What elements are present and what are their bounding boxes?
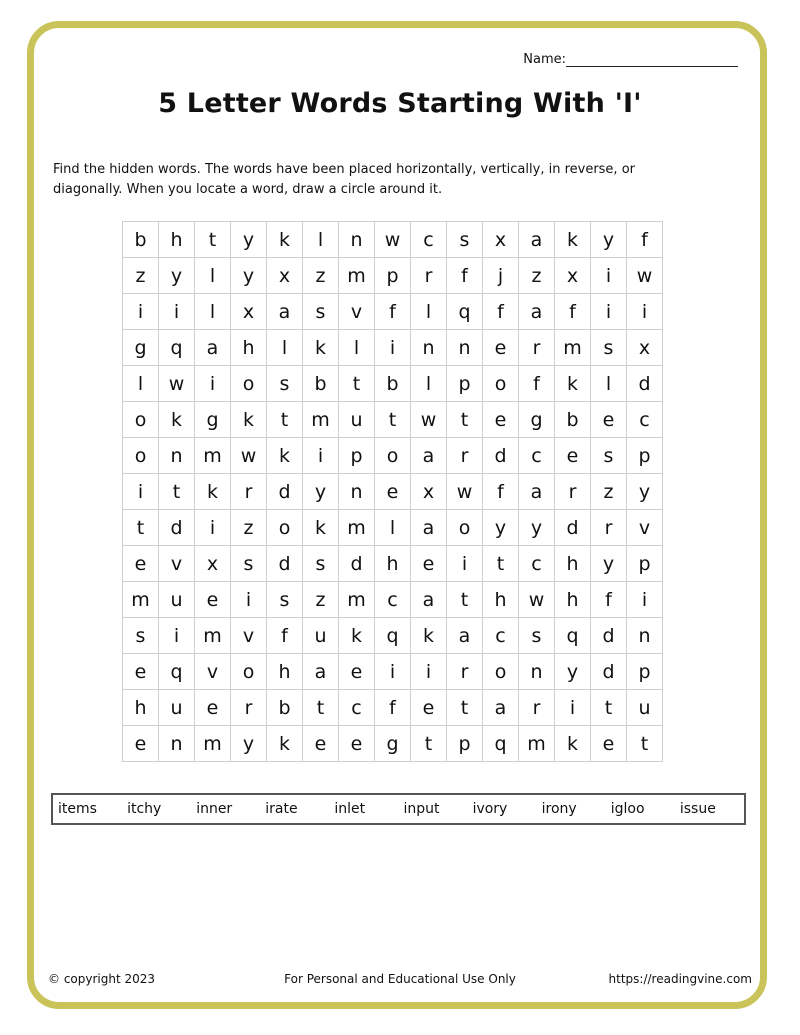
grid-row [123,618,663,654]
grid-cell[interactable]: b [375,366,411,402]
grid-cell[interactable]: a [483,690,519,726]
grid-cell[interactable]: c [339,690,375,726]
grid-cell[interactable]: f [519,366,555,402]
grid-cell[interactable]: d [159,510,195,546]
grid-cell[interactable]: y [519,510,555,546]
grid-cell[interactable]: l [375,510,411,546]
page-title: 5 Letter Words Starting With 'I' [158,88,642,119]
grid-cell[interactable]: a [195,330,231,366]
grid-cell[interactable]: y [555,654,591,690]
grid-cell[interactable]: d [627,366,663,402]
grid-cell[interactable]: s [303,546,339,582]
grid-cell[interactable]: d [591,618,627,654]
grid-cell[interactable]: v [339,294,375,330]
grid-cell[interactable]: u [159,582,195,618]
grid-cell[interactable]: n [627,618,663,654]
grid-cell[interactable]: h [375,546,411,582]
grid-cell[interactable]: e [123,546,159,582]
grid-row [123,654,663,690]
grid-cell[interactable]: m [123,582,159,618]
grid-cell[interactable]: q [447,294,483,330]
grid-cell[interactable]: f [483,474,519,510]
grid-cell[interactable]: s [267,366,303,402]
grid-cell[interactable]: l [195,294,231,330]
grid-cell[interactable]: i [159,618,195,654]
grid-cell[interactable]: u [303,618,339,654]
grid-cell[interactable]: a [447,618,483,654]
grid-cell[interactable]: m [195,726,231,762]
grid-cell[interactable]: z [519,258,555,294]
grid-cell[interactable]: d [555,510,591,546]
grid-cell[interactable]: l [411,366,447,402]
grid-cell[interactable]: k [339,618,375,654]
grid-cell[interactable]: m [195,618,231,654]
grid-cell[interactable]: k [159,402,195,438]
word-bank-item: itchy [127,801,162,817]
grid-cell[interactable]: i [411,654,447,690]
grid-cell[interactable]: i [555,690,591,726]
grid-cell[interactable]: r [231,474,267,510]
grid-cell[interactable]: e [123,654,159,690]
grid-cell[interactable]: w [231,438,267,474]
grid-cell[interactable]: l [267,330,303,366]
grid-cell[interactable]: q [159,654,195,690]
grid-cell[interactable]: d [339,546,375,582]
grid-cell[interactable]: t [483,546,519,582]
grid-cell[interactable]: o [483,654,519,690]
grid-row [123,690,663,726]
grid-cell[interactable]: e [339,726,375,762]
grid-cell[interactable]: m [339,510,375,546]
grid-cell[interactable]: g [519,402,555,438]
grid-cell[interactable]: h [267,654,303,690]
grid-cell[interactable]: s [123,618,159,654]
word-bank-item: irate [265,801,298,817]
grid-cell[interactable]: a [411,510,447,546]
grid-cell[interactable]: c [519,546,555,582]
footer-copyright: © copyright 2023 [48,972,156,986]
grid-cell[interactable]: r [519,690,555,726]
grid-cell[interactable]: y [159,258,195,294]
grid-cell[interactable]: x [555,258,591,294]
grid-cell[interactable]: t [375,402,411,438]
grid-cell[interactable]: i [591,294,627,330]
grid-cell[interactable]: z [231,510,267,546]
grid-cell[interactable]: r [447,438,483,474]
grid-cell[interactable]: c [411,222,447,258]
grid-cell[interactable]: n [519,654,555,690]
grid-cell[interactable]: j [483,258,519,294]
grid-cell[interactable]: h [555,582,591,618]
grid-cell[interactable]: l [123,366,159,402]
grid-cell[interactable]: i [375,330,411,366]
grid-cell[interactable]: w [447,474,483,510]
grid-cell[interactable]: a [411,438,447,474]
grid-cell[interactable]: k [411,618,447,654]
grid-cell[interactable]: k [267,222,303,258]
grid-cell[interactable]: o [231,366,267,402]
grid-cell[interactable]: w [627,258,663,294]
grid-row [123,474,663,510]
instructions: Find the hidden words. The words have been placed horizontally, vertically, in reverse, or diagonally. When you locate a word, draw a circle around it. [53,162,635,197]
grid-cell[interactable]: y [591,222,627,258]
grid-cell[interactable]: i [123,474,159,510]
grid-cell[interactable]: f [375,294,411,330]
grid-row [123,222,663,258]
grid-cell[interactable]: k [555,222,591,258]
grid-cell[interactable]: d [483,438,519,474]
grid-row [123,294,663,330]
grid-cell[interactable]: r [519,330,555,366]
word-bank-item: inlet [334,801,366,817]
grid-cell[interactable]: m [339,582,375,618]
grid-row [123,726,663,762]
footer-url: https://readingvine.com [608,972,752,986]
grid-cell[interactable]: e [375,474,411,510]
grid-cell[interactable]: k [267,726,303,762]
name-label: Name: [523,52,566,67]
grid-cell[interactable]: l [195,258,231,294]
name-field [523,52,738,67]
grid-row [123,330,663,366]
grid-cell[interactable]: c [519,438,555,474]
grid-cell[interactable]: t [627,726,663,762]
name-blank [566,52,738,67]
grid-cell[interactable]: e [123,726,159,762]
grid-cell[interactable]: k [303,330,339,366]
grid-cell[interactable]: m [555,330,591,366]
grid-cell[interactable]: g [375,726,411,762]
grid-row [123,438,663,474]
grid-cell[interactable]: e [591,726,627,762]
grid-cell[interactable]: e [339,654,375,690]
grid-cell[interactable]: n [447,330,483,366]
grid-cell[interactable]: c [627,402,663,438]
grid-cell[interactable]: n [339,474,375,510]
grid-cell[interactable]: a [267,294,303,330]
grid-cell[interactable]: k [195,474,231,510]
grid-cell[interactable]: a [303,654,339,690]
grid-cell[interactable]: b [303,366,339,402]
grid-cell[interactable]: i [627,582,663,618]
grid-cell[interactable]: s [267,582,303,618]
grid-cell[interactable]: t [159,474,195,510]
grid-cell[interactable]: t [447,402,483,438]
grid-cell[interactable]: v [195,654,231,690]
grid-cell[interactable]: s [591,330,627,366]
grid-cell[interactable]: i [231,582,267,618]
grid-cell[interactable]: q [159,330,195,366]
grid-cell[interactable]: k [555,726,591,762]
word-bank [51,793,746,825]
grid-cell[interactable]: t [123,510,159,546]
grid-cell[interactable]: e [195,690,231,726]
grid-cell[interactable]: s [519,618,555,654]
grid-cell[interactable]: q [375,618,411,654]
grid-cell[interactable]: v [627,510,663,546]
grid-cell[interactable]: u [159,690,195,726]
grid-cell[interactable]: h [483,582,519,618]
grid-row [123,510,663,546]
grid-cell[interactable]: l [339,330,375,366]
grid-cell[interactable]: e [555,438,591,474]
grid-cell[interactable]: a [411,582,447,618]
grid-cell[interactable]: e [411,546,447,582]
grid-cell[interactable]: h [159,222,195,258]
grid-cell[interactable]: o [231,654,267,690]
grid-cell[interactable]: e [483,330,519,366]
grid-row [123,582,663,618]
grid-cell[interactable]: o [123,402,159,438]
grid-cell[interactable]: i [591,258,627,294]
grid-cell[interactable]: d [591,654,627,690]
grid-cell[interactable]: g [123,330,159,366]
grid-cell[interactable]: f [555,294,591,330]
grid-row [123,366,663,402]
grid-cell[interactable]: y [231,222,267,258]
grid-cell[interactable]: p [627,654,663,690]
grid-cell[interactable]: f [447,258,483,294]
grid-cell[interactable]: i [375,654,411,690]
grid-cell[interactable]: s [231,546,267,582]
grid-cell[interactable]: i [123,294,159,330]
grid-cell[interactable]: o [375,438,411,474]
grid-cell[interactable]: o [483,366,519,402]
word-search-grid [122,221,663,762]
grid-cell[interactable]: z [303,582,339,618]
grid-cell[interactable]: f [375,690,411,726]
grid-cell[interactable]: z [591,474,627,510]
grid-cell[interactable]: w [411,402,447,438]
grid-cell[interactable]: d [267,474,303,510]
grid-cell[interactable]: a [519,474,555,510]
grid-cell[interactable]: p [447,366,483,402]
grid-cell[interactable]: t [411,726,447,762]
grid-row [123,258,663,294]
grid-cell[interactable]: r [231,690,267,726]
grid-cell[interactable]: e [483,402,519,438]
grid-cell[interactable]: t [303,690,339,726]
grid-cell[interactable]: q [555,618,591,654]
word-bank-item: items [58,801,97,817]
grid-cell[interactable]: h [123,690,159,726]
grid-cell[interactable]: k [303,510,339,546]
grid-cell[interactable]: e [411,690,447,726]
grid-cell[interactable]: e [195,582,231,618]
grid-cell[interactable]: x [231,294,267,330]
grid-cell[interactable]: x [411,474,447,510]
grid-cell[interactable]: x [627,330,663,366]
grid-cell[interactable]: o [123,438,159,474]
grid-cell[interactable]: p [447,726,483,762]
grid-cell[interactable]: b [123,222,159,258]
word-bank-item: igloo [610,801,645,817]
grid-cell[interactable]: q [483,726,519,762]
grid-cell[interactable]: v [159,546,195,582]
grid-cell[interactable]: r [555,474,591,510]
word-bank-item: inner [196,801,233,817]
grid-cell[interactable]: w [159,366,195,402]
grid-cell[interactable]: e [303,726,339,762]
grid-cell[interactable]: a [519,294,555,330]
grid-cell[interactable]: d [267,546,303,582]
grid-cell[interactable]: s [591,438,627,474]
grid-cell[interactable]: l [411,294,447,330]
grid-cell[interactable]: i [195,366,231,402]
grid-cell[interactable]: i [195,510,231,546]
grid-cell[interactable]: f [591,582,627,618]
grid-cell[interactable]: h [555,546,591,582]
grid-cell[interactable]: x [483,222,519,258]
grid-cell[interactable]: f [483,294,519,330]
grid-cell[interactable]: f [267,618,303,654]
grid-cell[interactable]: y [627,474,663,510]
grid-cell[interactable]: a [519,222,555,258]
grid-cell[interactable]: p [627,438,663,474]
grid-cell[interactable]: c [483,618,519,654]
grid-row [123,402,663,438]
grid-cell[interactable]: n [159,438,195,474]
grid-cell[interactable]: y [483,510,519,546]
word-bank-item: input [403,801,440,817]
grid-cell[interactable]: w [519,582,555,618]
grid-cell[interactable]: o [447,510,483,546]
grid-cell[interactable]: h [231,330,267,366]
grid-cell[interactable]: r [591,510,627,546]
grid-cell[interactable]: s [303,294,339,330]
grid-cell[interactable]: b [267,690,303,726]
grid-cell[interactable]: n [159,726,195,762]
grid-row [123,546,663,582]
grid-cell[interactable]: v [231,618,267,654]
grid-cell[interactable]: p [627,546,663,582]
word-bank-item: issue [679,801,716,817]
grid-cell[interactable]: g [195,402,231,438]
grid-cell[interactable]: m [195,438,231,474]
grid-cell[interactable]: e [591,402,627,438]
grid-cell[interactable]: m [339,258,375,294]
grid-cell[interactable]: i [627,294,663,330]
grid-cell[interactable]: n [411,330,447,366]
grid-cell[interactable]: s [447,222,483,258]
grid-cell[interactable]: k [555,366,591,402]
grid-cell[interactable]: u [339,402,375,438]
word-bank-item: irony [541,801,577,817]
grid-cell[interactable]: w [375,222,411,258]
grid-cell[interactable]: m [303,402,339,438]
grid-cell[interactable]: t [339,366,375,402]
grid-cell[interactable]: p [375,258,411,294]
grid-cell[interactable]: t [447,690,483,726]
grid-cell[interactable]: f [627,222,663,258]
grid-cell[interactable]: o [267,510,303,546]
grid-cell[interactable]: z [123,258,159,294]
grid-cell[interactable]: i [447,546,483,582]
grid-cell[interactable]: u [627,690,663,726]
grid-cell[interactable]: r [447,654,483,690]
grid-cell[interactable]: k [231,402,267,438]
grid-cell[interactable]: r [411,258,447,294]
grid-cell[interactable]: y [231,726,267,762]
grid-cell[interactable]: c [375,582,411,618]
grid-cell[interactable]: t [195,222,231,258]
grid-cell[interactable]: i [159,294,195,330]
grid-cell[interactable]: l [591,366,627,402]
grid-cell[interactable]: l [303,222,339,258]
grid-cell[interactable]: y [231,258,267,294]
grid-cell[interactable]: n [339,222,375,258]
grid-cell[interactable]: z [303,258,339,294]
word-bank-item: ivory [472,801,508,817]
grid-cell[interactable]: t [447,582,483,618]
grid-cell[interactable]: m [519,726,555,762]
grid-cell[interactable]: t [591,690,627,726]
grid-cell[interactable]: k [267,438,303,474]
grid-cell[interactable]: y [591,546,627,582]
grid-cell[interactable]: i [303,438,339,474]
grid-cell[interactable]: p [339,438,375,474]
grid-cell[interactable]: x [267,258,303,294]
grid-cell[interactable]: x [195,546,231,582]
grid-cell[interactable]: b [555,402,591,438]
grid-cell[interactable]: t [267,402,303,438]
footer-usage: For Personal and Educational Use Only [284,972,516,986]
grid-cell[interactable]: y [303,474,339,510]
